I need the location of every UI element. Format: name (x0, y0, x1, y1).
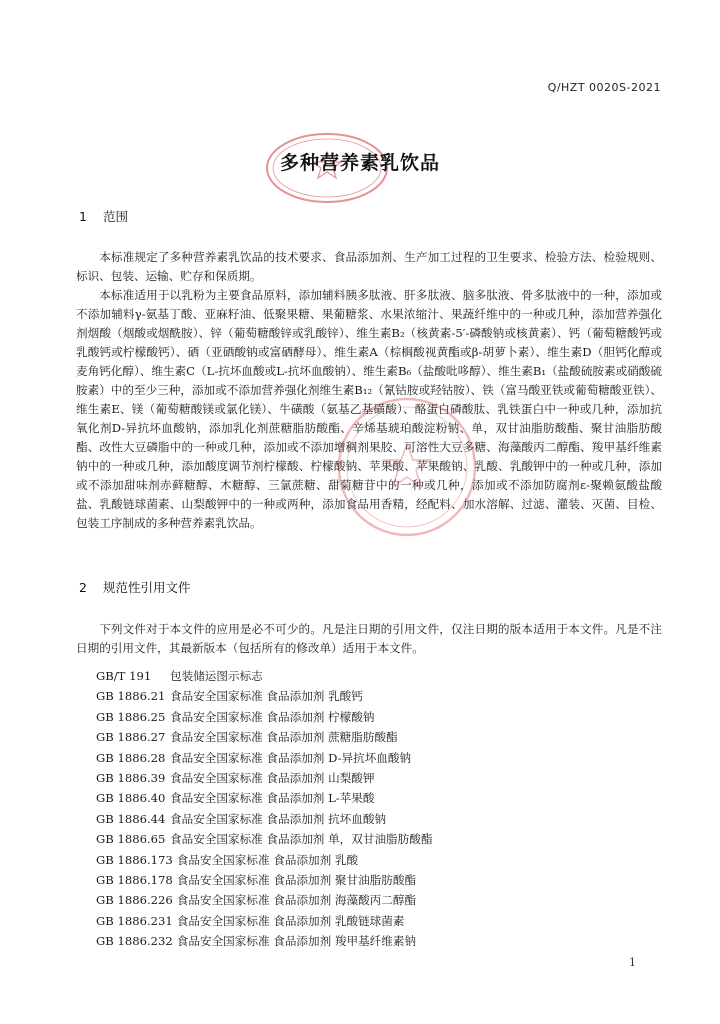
reference-title: 食品安全国家标准 食品添加剂 D-异抗坏血酸钠 (170, 750, 412, 765)
reference-title: 食品安全国家标准 食品添加剂 海藻酸丙二醇酯 (176, 893, 417, 908)
reference-code: GB 1886.39 (96, 770, 166, 785)
list-item (96, 788, 432, 808)
list-item (96, 768, 432, 788)
reference-code: GB 1886.40 (96, 791, 166, 806)
references-intro (76, 620, 662, 658)
reference-code: GB 1886.173 (96, 852, 173, 867)
reference-code: GB 1886.28 (96, 750, 166, 765)
reference-title: 食品安全国家标准 食品添加剂 柠檬酸钠 (170, 709, 375, 724)
list-item (96, 707, 432, 727)
page-title: 多种营养素乳饮品 (279, 152, 440, 174)
reference-title: 食品安全国家标准 食品添加剂 聚甘油脂肪酸酯 (176, 872, 417, 887)
list-item (96, 931, 432, 951)
section-number: 1 (79, 209, 87, 224)
reference-code: GB 1886.27 (96, 730, 166, 745)
scope-paragraph-2: 本标准适用于以乳粉为主要食品原料，添加辅料胰多肽液、肝多肽液、脑多肽液、骨多肽液中的一种，添加或不添加辅料γ-氨基丁酸、亚麻籽油、低聚果糖、果葡糖浆、水果浓缩汁、果蔬纤维中的一种或几种，添加营养强化剂烟酸（烟酸或烟酰胺）、锌（葡萄糖酸锌或乳酸锌）、维生素B₂（核黄素-5′-磷酸钠或核黄素）、钙（葡萄糖酸钙或乳酸钙或柠檬酸钙）、硒（亚硒酸钠或富硒酵母）、维生素A（棕榈酸视黄酯或β-胡萝卜素）、维生素D（胆钙化醇或麦角钙化醇）、维生素C（L-抗坏血酸或L-抗坏血酸钠）、维生素B₆（盐酸吡哆醇）、维生素B₁（盐酸硫胺素或硝酸硫胺素）中的至少三种，添加或不添加营养强化剂维生素B₁₂（氰钴胺或羟钴胺）、铁（富马酸亚铁或葡萄糖酸亚铁）、维生素E、镁（葡萄糖酸镁或氯化镁）、牛磺酸（氨基乙基磺酸）、酪蛋白磷酸肽、乳铁蛋白中一种或几种，添加抗氧化剂D-异抗坏血酸钠，添加乳化剂蔗糖脂肪酸酯、辛烯基琥珀酸淀粉钠、单，双甘油脂肪酸酯、聚甘油脂肪酸酯、改性大豆磷脂中的一种或几种，添加或不添加增稠剂果胶、可溶性大豆多糖、海藻酸丙二醇酯、羧甲基纤维素钠中的一种或几种，添加酸度调节剂柠檬酸、柠檬酸钠、苹果酸、苹果酸钠、乳酸、乳酸钾中的一种或几种，添加或不添加甜味剂赤藓糖醇、木糖醇、三氯蔗糖、甜菊糖苷中的一种或几种，添加或不添加防腐剂ε-聚赖氨酸盐酸盐、乳酸链球菌素、山梨酸钾中的一种或两种，添加食品用香精，经配料、加水溶解、过滤、灌装、灭菌、目检、包装工序制成的多种营养素乳饮品。 (76, 288, 662, 530)
reference-title: 食品安全国家标准 食品添加剂 乳酸链球菌素 (176, 913, 405, 928)
reference-title: 食品安全国家标准 食品添加剂 抗坏血酸钠 (170, 811, 387, 826)
reference-list (96, 666, 432, 951)
reference-title: 食品安全国家标准 食品添加剂 单，双甘油脂肪酸酯 (170, 832, 433, 847)
reference-code: GB 1886.231 (96, 913, 173, 928)
section-heading-scope (79, 207, 128, 225)
scope-paragraphs (76, 248, 662, 533)
section-title: 范围 (103, 209, 129, 224)
reference-title: 食品安全国家标准 食品添加剂 乳酸 (176, 852, 359, 867)
list-item (96, 727, 432, 747)
scope-paragraph-1: 本标准规定了多种营养素乳饮品的技术要求、食品添加剂、生产加工过程的卫生要求、检验方法、检验规则、标识、包装、运输、贮存和保质期。 (76, 250, 662, 283)
reference-title: 食品安全国家标准 食品添加剂 山梨酸钾 (170, 770, 375, 785)
reference-code: GB/T 191 (96, 669, 152, 683)
reference-code: GB 1886.226 (96, 893, 173, 908)
reference-code: GB 1886.25 (96, 709, 166, 724)
section-number: 2 (79, 580, 87, 595)
reference-code: GB 1886.44 (96, 811, 166, 826)
list-item (96, 809, 432, 829)
reference-code: GB 1886.232 (96, 934, 173, 949)
list-item (96, 870, 432, 890)
reference-code: GB 1886.21 (96, 689, 166, 704)
references-intro-text: 下列文件对于本文件的应用是必不可少的。凡是注日期的引用文件，仅注日期的版本适用于本文件。凡是不注日期的引用文件，其最新版本（包括所有的修改单）适用于本文件。 (76, 622, 662, 655)
list-item (96, 686, 432, 706)
standard-code: Q/HZT 0020S-2021 (547, 81, 661, 94)
reference-title: 食品安全国家标准 食品添加剂 乳酸钙 (170, 689, 363, 704)
page-number: 1 (629, 956, 636, 969)
reference-code: GB 1886.178 (96, 872, 173, 887)
reference-code: GB 1886.65 (96, 832, 166, 847)
reference-title: 包装储运图示标志 (170, 669, 263, 683)
section-heading-references (79, 578, 191, 596)
section-title: 规范性引用文件 (103, 580, 191, 595)
list-item (96, 850, 432, 870)
reference-title: 食品安全国家标准 食品添加剂 L-苹果酸 (170, 791, 375, 806)
list-item (96, 829, 432, 849)
list-item (96, 890, 432, 910)
list-item (96, 911, 432, 931)
list-item (96, 666, 432, 686)
reference-title: 食品安全国家标准 食品添加剂 蔗糖脂肪酸酯 (170, 730, 398, 745)
reference-title: 食品安全国家标准 食品添加剂 羧甲基纤维素钠 (176, 934, 417, 949)
list-item (96, 748, 432, 768)
